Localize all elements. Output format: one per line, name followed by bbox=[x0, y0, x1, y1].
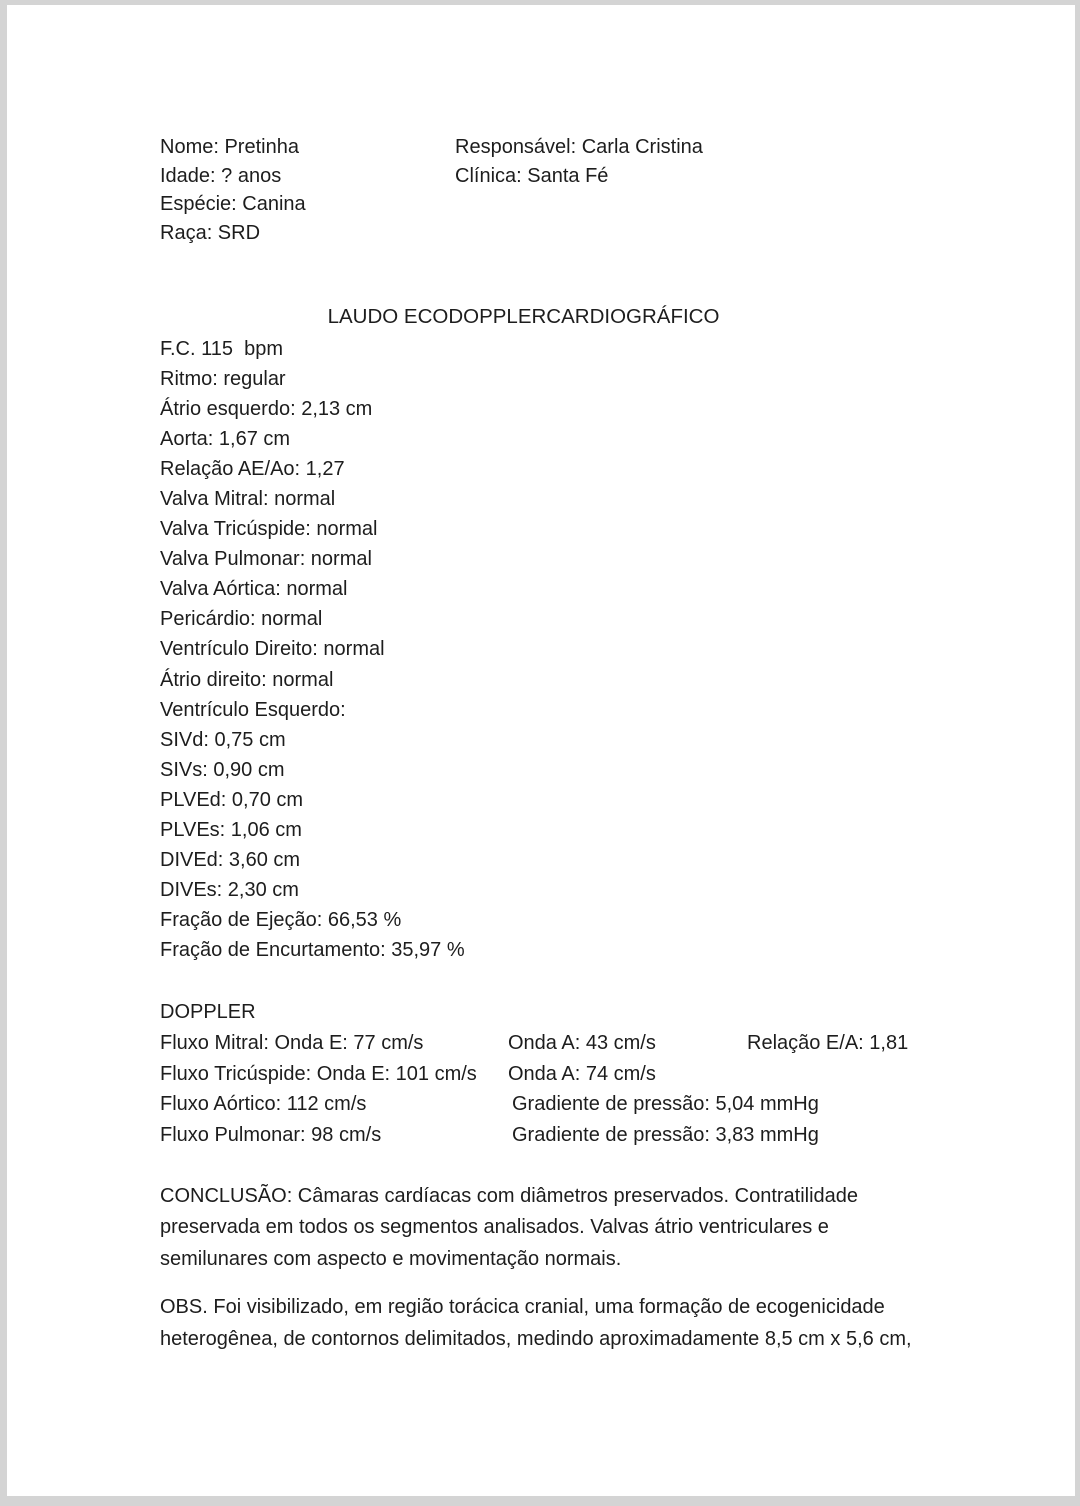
clinic-line: Clínica: Santa Fé bbox=[455, 164, 609, 187]
measurement-line-sivd: SIVd: 0,75 cm bbox=[160, 728, 286, 751]
measurement-line-atrio-esquerdo: Átrio esquerdo: 2,13 cm bbox=[160, 398, 373, 421]
measurement-line-aorta: Aorta: 1,67 cm bbox=[160, 428, 291, 451]
doppler-cell-gradiente-aortico: Gradiente de pressão: 5,04 mmHg bbox=[512, 1093, 819, 1116]
patient-name-line: Nome: Pretinha bbox=[160, 136, 299, 158]
measurement-line-pericardio: Pericárdio: normal bbox=[160, 608, 323, 631]
doppler-row-tricuspide bbox=[160, 1059, 656, 1090]
measurement-line-plves: PLVEs: 1,06 cm bbox=[160, 818, 302, 841]
measurement-line-dives: DIVEs: 2,30 cm bbox=[160, 878, 299, 901]
doppler-heading: DOPPLER bbox=[160, 1001, 256, 1023]
conclusion-line: CONCLUSÃO: Câmaras cardíacas com diâmetros preservados. Contratilidade bbox=[160, 1185, 859, 1207]
responsible-line: Responsável: Carla Cristina bbox=[455, 136, 703, 158]
measurement-line-atrio-direito: Átrio direito: normal bbox=[160, 668, 334, 691]
measurement-line-valva-aortica: Valva Aórtica: normal bbox=[160, 578, 348, 601]
responsible-info-block bbox=[455, 133, 703, 190]
measurement-line-fracao-ejecao: Fração de Ejeção: 66,53 % bbox=[160, 908, 402, 931]
obs-line: OBS. Foi visibilizado, em região torácica cranial, uma formação de ecogenicidade bbox=[160, 1296, 885, 1318]
obs-paragraph bbox=[160, 1292, 912, 1355]
measurement-line-plved: PLVEd: 0,70 cm bbox=[160, 788, 304, 811]
measurement-line-dived: DIVEd: 3,60 cm bbox=[160, 848, 301, 871]
report-title: LAUDO ECODOPPLERCARDIOGRÁFICO bbox=[327, 305, 720, 328]
measurement-line-fc: F.C. 115 bpm bbox=[160, 338, 284, 360]
doppler-cell-tricuspide-a: Onda A: 74 cm/s bbox=[508, 1062, 656, 1085]
doppler-section bbox=[160, 997, 909, 1150]
patient-species-line: Espécie: Canina bbox=[160, 193, 306, 216]
doppler-cell-tricuspide-e: Fluxo Tricúspide: Onda E: 101 cm/s bbox=[160, 1062, 477, 1085]
measurement-line-valva-mitral: Valva Mitral: normal bbox=[160, 488, 336, 511]
doppler-row-mitral bbox=[160, 1028, 909, 1059]
patient-breed-line: Raça: SRD bbox=[160, 221, 261, 244]
measurement-line-ventriculo-direito: Ventrículo Direito: normal bbox=[160, 638, 385, 661]
measurement-line-ritmo: Ritmo: regular bbox=[160, 368, 286, 391]
conclusion-line: semilunares com aspecto e movimentação normais. bbox=[160, 1247, 622, 1270]
measurement-line-valva-pulmonar: Valva Pulmonar: normal bbox=[160, 548, 372, 571]
doppler-cell-aortico: Fluxo Aórtico: 112 cm/s bbox=[160, 1093, 367, 1116]
measurement-line-valva-tricuspide: Valva Tricúspide: normal bbox=[160, 518, 378, 541]
doppler-cell-pulmonar: Fluxo Pulmonar: 98 cm/s bbox=[160, 1123, 382, 1146]
patient-age-line: Idade: ? anos bbox=[160, 164, 282, 187]
doppler-cell-mitral-e: Fluxo Mitral: Onda E: 77 cm/s bbox=[160, 1032, 424, 1054]
obs-line: heterogênea, de contornos delimitados, medindo aproximadamente 8,5 cm x 5,6 cm, bbox=[160, 1327, 912, 1350]
measurement-line-sivs: SIVs: 0,90 cm bbox=[160, 758, 285, 781]
measurement-line-relacao-ae-ao: Relação AE/Ao: 1,27 bbox=[160, 458, 345, 481]
conclusion-paragraph bbox=[160, 1181, 858, 1275]
doppler-cell-mitral-a: Onda A: 43 cm/s bbox=[508, 1032, 656, 1054]
doppler-cell-gradiente-pulmonar: Gradiente de pressão: 3,83 mmHg bbox=[512, 1123, 819, 1146]
measurement-line-fracao-encurtamento: Fração de Encurtamento: 35,97 % bbox=[160, 938, 465, 961]
measurement-line-ventriculo-esquerdo: Ventrículo Esquerdo: bbox=[160, 698, 346, 721]
doppler-row-pulmonar bbox=[160, 1120, 819, 1151]
doppler-row-aortico bbox=[160, 1089, 819, 1120]
patient-info-block bbox=[160, 133, 306, 247]
conclusion-line: preservada em todos os segmentos analisados. Valvas átrio ventriculares e bbox=[160, 1216, 829, 1239]
measurements-block bbox=[160, 334, 465, 965]
doppler-cell-relacao-ea: Relação E/A: 1,81 bbox=[747, 1032, 909, 1054]
